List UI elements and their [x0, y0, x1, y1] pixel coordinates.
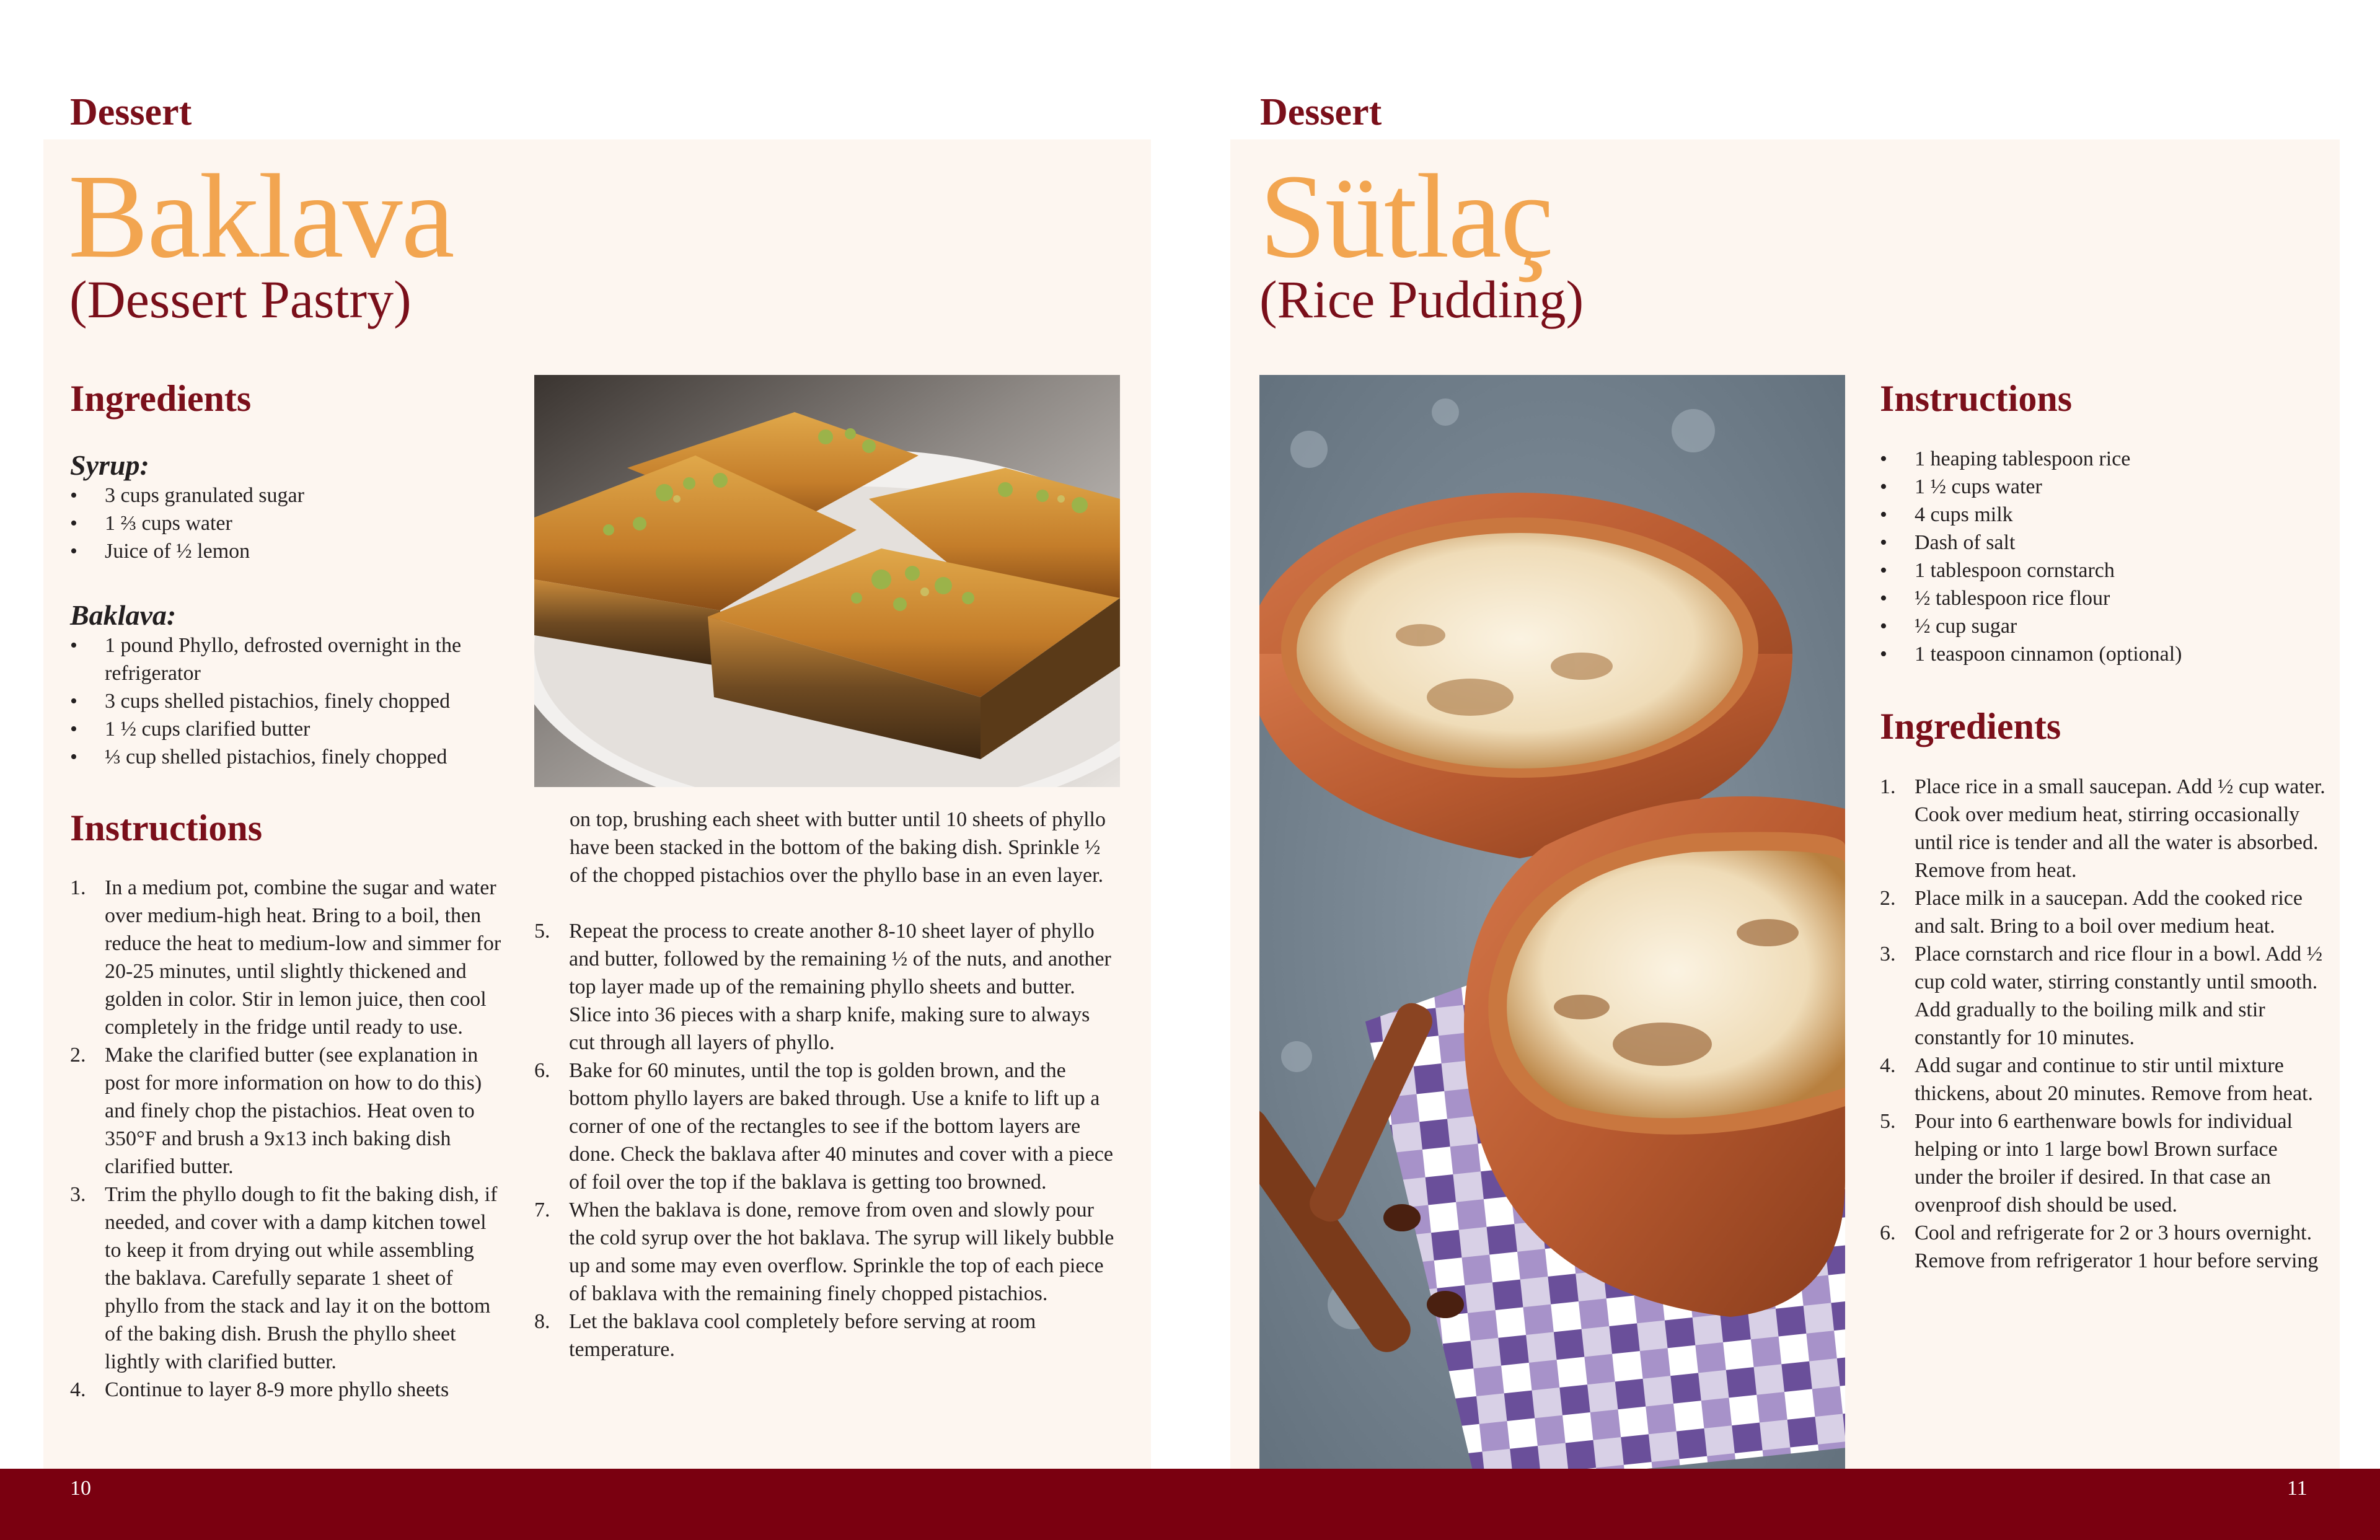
step-number: 8.: [534, 1310, 550, 1333]
instruction-step: [1880, 1107, 2326, 1219]
instruction-step: [70, 874, 504, 1041]
list-item: • Dash of salt: [1880, 529, 2314, 557]
baklava-instructions-column-2: [534, 917, 1120, 1363]
syrup-heading: Syrup:: [70, 449, 149, 481]
list-item: • 1 ½ cups water: [1880, 473, 2314, 501]
list-item: • 4 cups milk: [1880, 501, 2314, 529]
sutlac-instructions-heading: Instructions: [1880, 378, 2073, 419]
instruction-step: [534, 1057, 1120, 1196]
list-item: • 1 ½ cups clarified butter: [70, 715, 516, 743]
list-item: • 1 tablespoon cornstarch: [1880, 557, 2314, 584]
list-item: • 1 teaspoon cinnamon (optional): [1880, 640, 2314, 668]
step-text: Place milk in a saucepan. Add the cooked rice and salt. Bring to a boil over medium heat.: [1915, 887, 2303, 938]
step-text: Place cornstarch and rice flour in a bowl. Add ½ cup cold water, stirring constantly until smooth. Add gradually to the boiling milk and stir constantly for 10 minutes.: [1915, 943, 2323, 1049]
right-page: [1190, 0, 2380, 1469]
step-number: 2.: [70, 1044, 86, 1067]
step-text: Trim the phyllo dough to fit the baking dish, if needed, and cover with a damp kitchen towel to keep it from drying out while assembling the baklava. Carefully separate 1 sheet of phyllo from the stack and lay it on the bottom of the baking dish. Brush the phyllo sheet lightly with clarified butter.: [105, 1183, 498, 1373]
baklava-ingredients-heading: Ingredients: [70, 378, 252, 419]
baklava-photo: [534, 375, 1120, 787]
step-number: 4.: [70, 1378, 86, 1401]
step-number: 3.: [70, 1183, 86, 1206]
step-number: 7.: [534, 1199, 550, 1221]
list-item: • 3 cups granulated sugar: [70, 482, 504, 509]
step-text: Cool and refrigerate for 2 or 3 hours overnight. Remove from refrigerator 1 hour before serving: [1915, 1221, 2319, 1272]
instruction-step: [70, 1376, 504, 1404]
list-item: • ⅓ cup shelled pistachios, finely chopped: [70, 743, 516, 771]
baklava-subheading: Baklava:: [70, 599, 177, 631]
list-item: • Juice of ½ lemon: [70, 537, 504, 565]
footer-bar: [0, 1469, 2380, 1540]
step-text: Make the clarified butter (see explanation in post for more information on how to do this) and finely chop the pistachios. Heat oven to 350°F and brush a 9x13 inch baking dish clarified butter.: [105, 1044, 482, 1178]
right-category: Dessert: [1260, 91, 1382, 133]
sutlac-ingredients-heading: Ingredients: [1880, 706, 2061, 747]
instruction-step: [1880, 940, 2326, 1052]
step-text: Continue to layer 8-9 more phyllo sheets: [105, 1378, 449, 1401]
step-number: 1.: [1880, 775, 1896, 798]
left-page: [0, 0, 1190, 1469]
instruction-step: [70, 1181, 504, 1376]
instruction-step: [1880, 884, 2326, 940]
instruction-step: [534, 1308, 1120, 1363]
sutlac-title: Sütlaç: [1259, 149, 1553, 283]
step-text: Let the baklava cool completely before serving at room temperature.: [569, 1310, 1036, 1361]
instruction-step: [1880, 1219, 2326, 1275]
list-item: • ½ tablespoon rice flour: [1880, 584, 2314, 612]
instruction-step: [1880, 773, 2326, 884]
step-number: 2.: [1880, 887, 1896, 910]
step-text: Pour into 6 earthenware bowls for individual helping or into 1 large bowl Brown surface under the broiler if desired. In that case an ovenproof dish should be used.: [1915, 1110, 2293, 1217]
sutlac-photo: [1259, 375, 1845, 1469]
step-number: 3.: [1880, 943, 1896, 966]
step-number: 4.: [1880, 1054, 1896, 1077]
instruction-step: [1880, 1052, 2326, 1107]
list-item: • 3 cups shelled pistachios, finely chopped: [70, 687, 516, 715]
baklava-instructions-column-1: [70, 874, 504, 1404]
step-text: Repeat the process to create another 8-10 sheet layer of phyllo and butter, followed by the remaining ½ of the nuts, and another top layer made up of the remaining phyllo sheets and butter. Slice into 36 pieces with a sharp knife, making sure to always cut through all layers of phyllo.: [569, 920, 1111, 1054]
sutlac-ingredients-steps: [1880, 773, 2326, 1275]
baklava-instruction-4-continued: on top, brushing each sheet with butter until 10 sheets of phyllo have been stacked in the bottom of the baking dish. Sprinkle ½ of the chopped pistachios over the phyllo base in an even layer.: [570, 808, 1106, 887]
list-item: • ½ cup sugar: [1880, 612, 2314, 640]
syrup-ingredient-list: [70, 482, 504, 565]
step-number: 5.: [534, 920, 550, 943]
step-text: Place rice in a small saucepan. Add ½ cup water. Cook over medium heat, stirring occasionally until rice is tender and all the water is absorbed. Remove from heat.: [1915, 775, 2325, 882]
list-item: • 1 pound Phyllo, defrosted overnight in the refrigerator: [70, 631, 516, 687]
left-category: Dessert: [70, 91, 192, 133]
step-text: Add sugar and continue to stir until mixture thickens, about 20 minutes. Remove from heat.: [1915, 1054, 2314, 1105]
instruction-step: [70, 1041, 504, 1181]
instruction-step: [534, 1196, 1120, 1308]
step-text: When the baklava is done, remove from oven and slowly pour the cold syrup over the hot baklava. The syrup will likely bubble up and some may even overflow. Sprinkle the top of each piece of baklava with the remaining finely chopped pistachios.: [569, 1199, 1114, 1305]
sutlac-subtitle: (Rice Pudding): [1259, 270, 1584, 329]
step-number: 6.: [1880, 1221, 1896, 1244]
sutlac-instructions-list: [1880, 445, 2314, 668]
list-item: • 1 ⅔ cups water: [70, 509, 504, 537]
baklava-ingredient-list: [70, 631, 516, 771]
baklava-title: Baklava: [68, 149, 454, 283]
baklava-instructions-heading: Instructions: [70, 807, 263, 848]
list-item: • 1 heaping tablespoon rice: [1880, 445, 2314, 473]
step-number: 1.: [70, 876, 86, 899]
step-number: 5.: [1880, 1110, 1896, 1133]
baklava-subtitle: (Dessert Pastry): [69, 270, 412, 329]
step-text: Bake for 60 minutes, until the top is golden brown, and the bottom phyllo layers are baked through. Use a knife to lift up a corner of one of the rectangles to see if the bottom layers are done. Check the baklava after 40 minutes and cover with a piece of foil over the top if the baklava is getting too browned.: [569, 1059, 1113, 1194]
step-text: In a medium pot, combine the sugar and water over medium-high heat. Bring to a boil, then reduce the heat to medium-low and simmer for 20-25 minutes, until slightly thickened and golden in color. Stir in lemon juice, then cool completely in the fridge until ready to use.: [105, 876, 501, 1039]
instruction-step: [534, 917, 1120, 1057]
page-number-right-label: 11: [2287, 1477, 2307, 1500]
step-number: 6.: [534, 1059, 550, 1082]
page-number-left-label: 10: [70, 1477, 91, 1500]
